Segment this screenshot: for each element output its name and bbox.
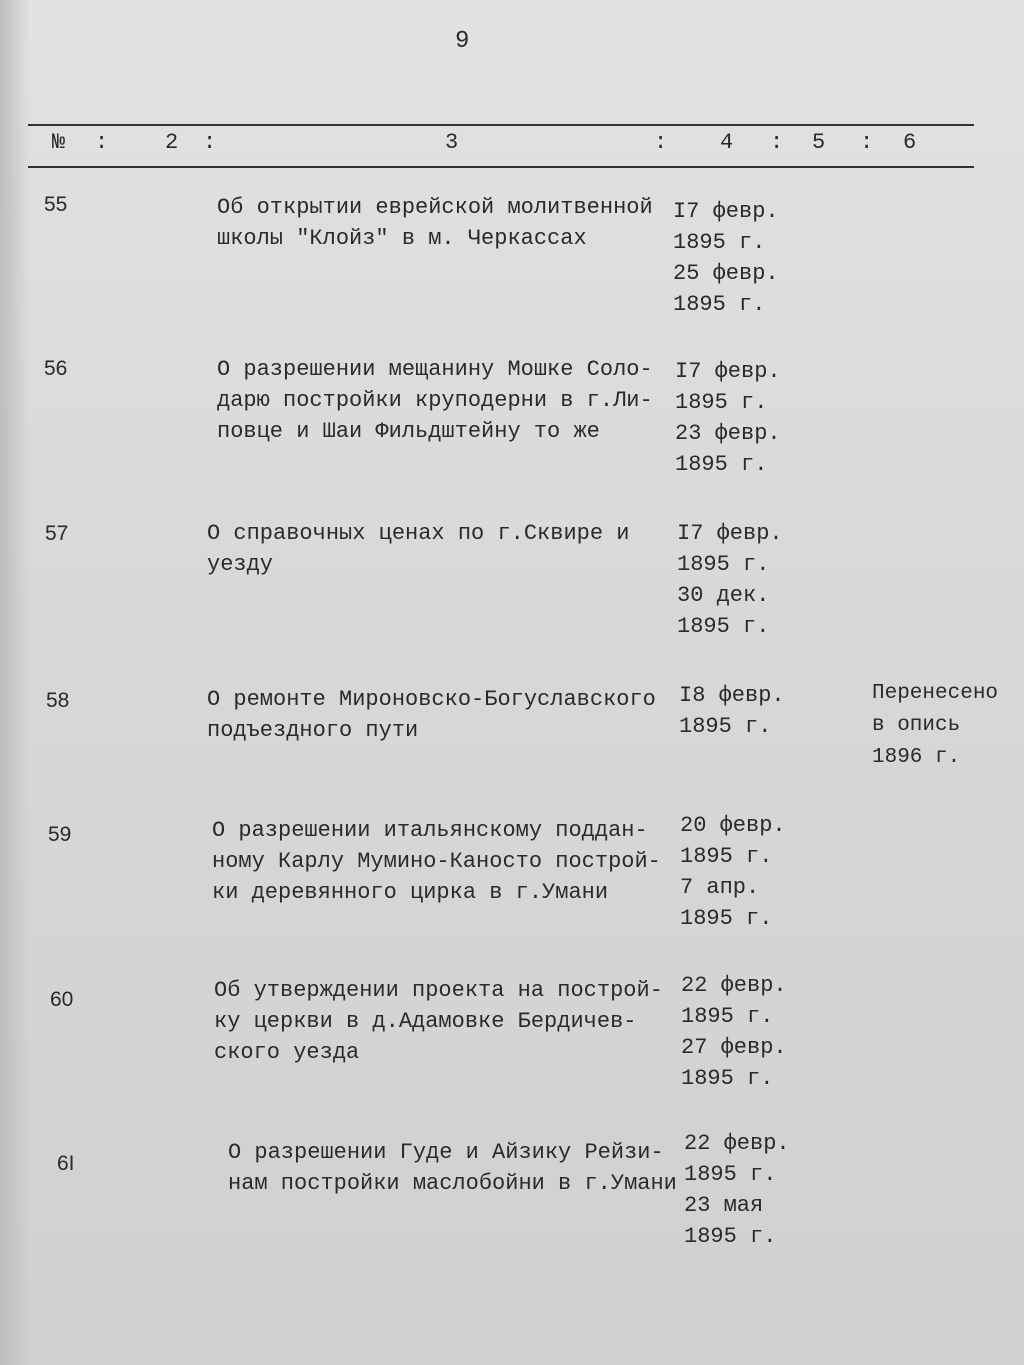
header-col5: 5: [812, 130, 826, 155]
header-col2: 2: [165, 130, 179, 155]
header-sep: :: [860, 130, 874, 155]
header-col4: 4: [720, 130, 734, 155]
entry-title: О разрешении Гуде и Айзику Рейзи- нам постройки маслобойни в г.Умани: [228, 1140, 677, 1196]
entry-number: 56: [44, 357, 68, 380]
entry-dates: I7 февр. 1895 г. 23 февр. 1895 г.: [675, 359, 781, 477]
entry-title: Об открытии еврейской молитвенной школы "Клойз" в м. Черкассах: [217, 195, 653, 251]
header-col3: 3: [445, 130, 459, 155]
header-sep: :: [654, 130, 668, 155]
header-sep: :: [770, 130, 784, 155]
entry-dates: I8 февр. 1895 г.: [679, 683, 785, 739]
header-bottom-rule: [28, 166, 974, 168]
header-col1: №: [52, 130, 66, 155]
header-sep: :: [203, 130, 217, 155]
entry-dates: 22 февр. 1895 г. 23 мая 1895 г.: [684, 1131, 790, 1249]
entry-dates: 22 февр. 1895 г. 27 февр. 1895 г.: [681, 973, 787, 1091]
entry-title: О разрешении мещанину Мошке Соло- дарю постройки круподерни в г.Ли- повце и Шаи Фильдштейну то же: [217, 357, 653, 444]
entry-number: 57: [45, 522, 69, 545]
header-sep: :: [95, 130, 109, 155]
entry-number: 6I: [57, 1152, 75, 1175]
entry-number: 60: [50, 988, 74, 1011]
entry-title: О разрешении итальянскому поддан- ному Карлу Мумино-Каносто построй- ки деревянного цирка в г.Умани: [212, 818, 661, 905]
entry-dates: I7 февр. 1895 г. 25 февр. 1895 г.: [673, 199, 779, 317]
page-number: 9: [455, 28, 470, 55]
entry-title: О ремонте Мироновско-Богуславского подъездного пути: [207, 687, 656, 743]
entry-dates: 20 февр. 1895 г. 7 апр. 1895 г.: [680, 813, 786, 931]
entry-number: 55: [44, 193, 68, 216]
entry-number: 58: [46, 689, 70, 712]
page-edge-shadow: [0, 0, 30, 1365]
header-col6: 6: [903, 130, 917, 155]
entry-title: Об утверждении проекта на построй- ку церкви в д.Адамовке Бердичев- ского уезда: [214, 978, 663, 1065]
entry-dates: I7 февр. 1895 г. 30 дек. 1895 г.: [677, 521, 783, 639]
entry-note: Перенесено в опись 1896 г.: [872, 682, 999, 769]
entry-number: 59: [48, 823, 72, 846]
entry-title: О справочных ценах по г.Сквире и уезду: [207, 521, 630, 577]
header-top-rule: [28, 124, 974, 126]
